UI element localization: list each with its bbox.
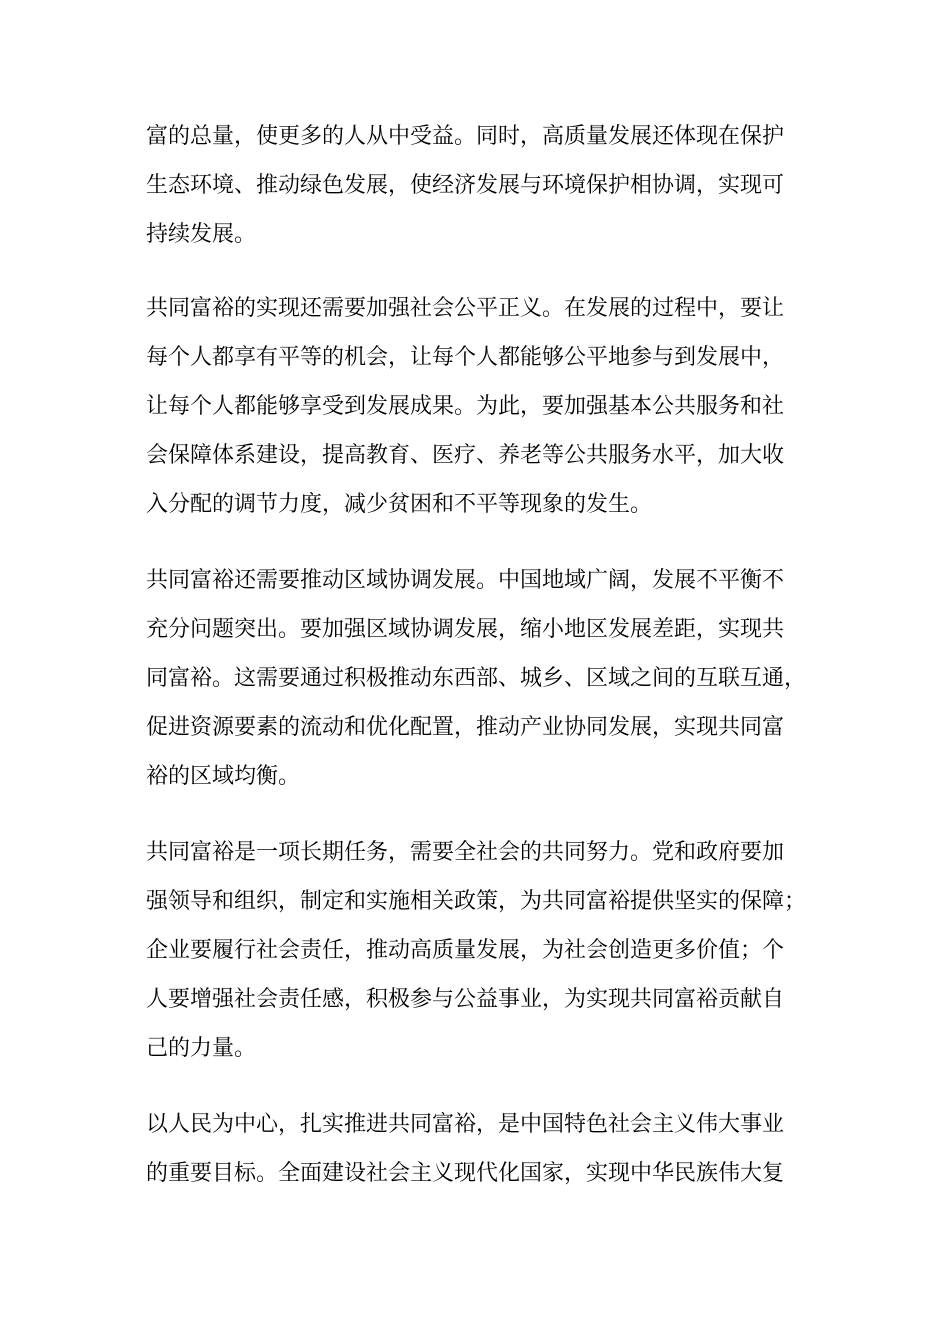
- paragraph-3: [146, 556, 816, 801]
- text-line: 会保障体系建设，提高教育、医疗、养老等公共服务水平，加大收: [146, 443, 785, 468]
- text-line: 的重要目标。全面建设社会主义现代化国家，实现中华民族伟大复: [146, 1161, 785, 1186]
- text-line: 人要增强社会责任感，积极参与公益事业，为实现共同富裕贡献自: [146, 987, 785, 1012]
- text-line: 强领导和组织，制定和实施相关政策，为共同富裕提供坚实的保障；: [146, 889, 807, 914]
- text-line: 充分问题突出。要加强区域协调发展，缩小地区发展差距，实现共: [146, 617, 785, 642]
- paragraph-1: [146, 112, 816, 259]
- text-line: 持续发展。: [146, 222, 257, 247]
- text-line: 己的力量。: [146, 1036, 257, 1061]
- text-line: 促进资源要素的流动和优化配置，推动产业协同发展，实现共同富: [146, 715, 785, 740]
- paragraph-4: [146, 828, 816, 1073]
- text-line: 共同富裕是一项长期任务，需要全社会的共同努力。党和政府要加: [146, 840, 785, 865]
- text-line: 富的总量，使更多的人从中受益。同时，高质量发展还体现在保护: [146, 124, 785, 149]
- text-line: 裕的区域均衡。: [146, 764, 301, 789]
- text-line: 每个人都享有平等的机会，让每个人都能够公平地参与到发展中，: [146, 345, 785, 370]
- text-line: 同富裕。这需要通过积极推动东西部、城乡、区域之间的互联互通，: [146, 666, 807, 691]
- paragraph-5: [146, 1100, 816, 1198]
- text-line: 让每个人都能够享受到发展成果。为此，要加强基本公共服务和社: [146, 394, 785, 419]
- text-line: 共同富裕还需要推动区域协调发展。中国地域广阔，发展不平衡不: [146, 568, 785, 593]
- text-line: 以人民为中心，扎实推进共同富裕，是中国特色社会主义伟大事业: [146, 1112, 785, 1137]
- text-line: 企业要履行社会责任，推动高质量发展，为社会创造更多价值；个: [146, 938, 785, 963]
- text-line: 共同富裕的实现还需要加强社会公平正义。在发展的过程中，要让: [146, 296, 785, 321]
- paragraph-2: [146, 284, 816, 529]
- text-line: 入分配的调节力度，减少贫困和不平等现象的发生。: [146, 492, 653, 517]
- text-line: 生态环境、推动绿色发展，使经济发展与环境保护相协调，实现可: [146, 173, 785, 198]
